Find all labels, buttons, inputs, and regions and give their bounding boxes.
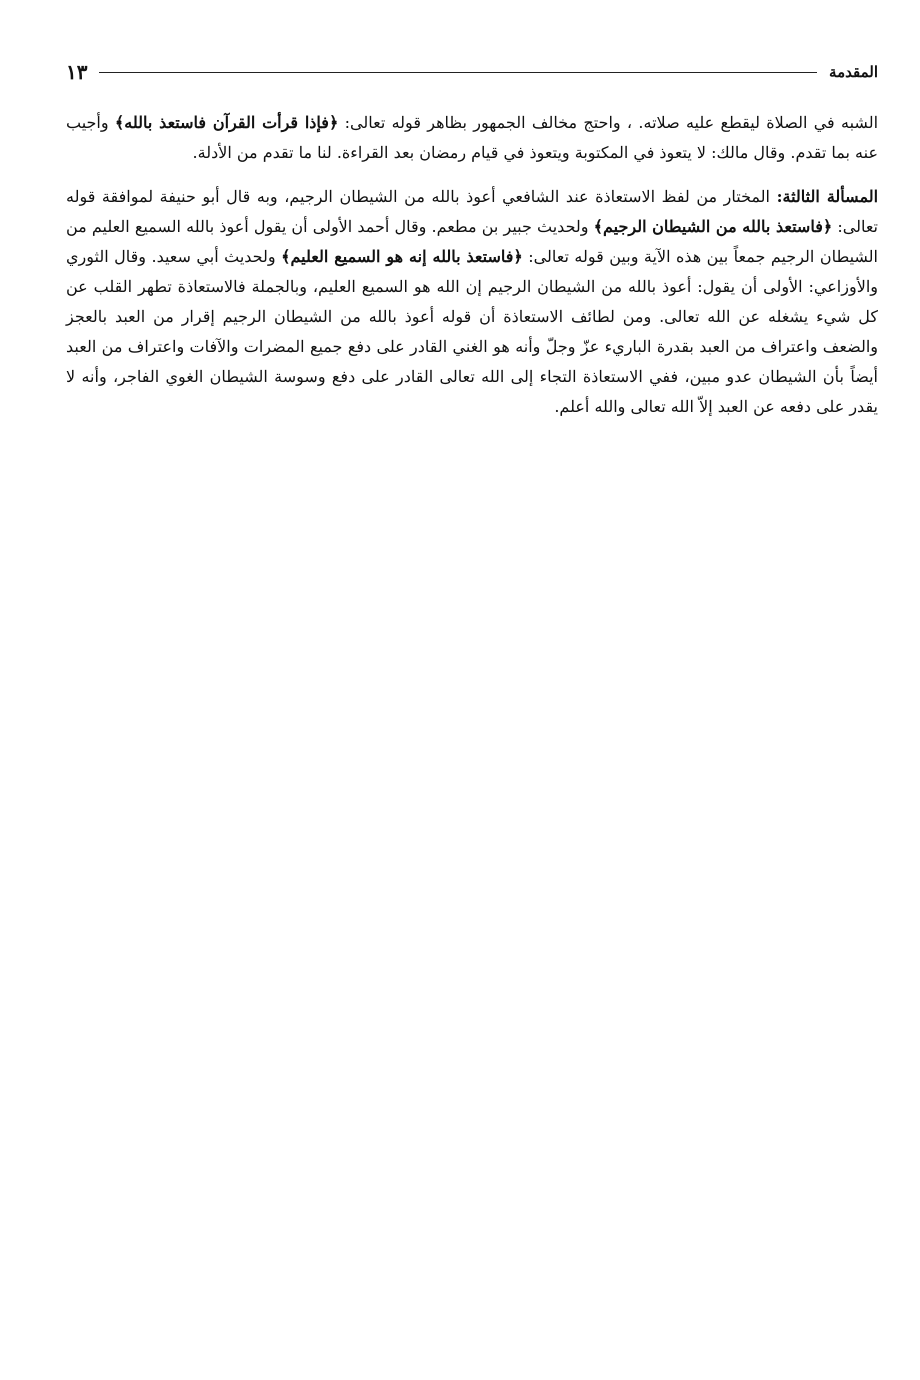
paragraph-1-text-1: الشبه في الصلاة ليقطع عليه صلاته. ، واحتج مخالف الجمهور بظاهر قوله تعالى:	[338, 113, 879, 132]
header-title: المقدمة	[829, 63, 878, 81]
paragraph-2	[66, 182, 878, 422]
page-number: ١٣	[66, 60, 88, 84]
quran-quote-1: ﴿فإذا قرأت القرآن فاستعذ بالله﴾	[114, 113, 339, 132]
paragraph-1-text-2: وأجيب عنه بما تقدم. وقال مالك: لا يتعوذ في المكتوبة ويتعوذ في قيام رمضان بعد القراءة. لنا ما تقدم من الأدلة.	[66, 113, 878, 162]
quran-quote-2: ﴿فاستعذ بالله من الشيطان الرجيم﴾	[593, 217, 833, 236]
quran-quote-3: ﴿فاستعذ بالله إنه هو السميع العليم﴾	[281, 247, 523, 266]
paragraph-1	[66, 108, 878, 168]
running-header	[66, 60, 878, 84]
paragraph-2-text-3: ولحديث أبي سعيد. وقال الثوري والأوزاعي: الأولى أن يقول: أعوذ بالله من الشيطان الرجيم إن الله هو السميع العليم، وبالجملة فالاستعاذة تطهر القلب عن كل شيء يشغله عن الله تعالى. ومن لطائف الاستعاذة أن قوله أعوذ بالله من الشيطان الرجيم إقرار من العبد بالعجز والضعف واعتراف من العبد بقدرة الباريء عزّ وجلّ وأنه هو الغني القادر على دفع جميع المضرات والآفات واعتراف من العبد أيضاً بأن الشيطان عدو مبين، ففي الاستعاذة التجاء إلى الله تعالى القادر على دفع وسوسة الشيطان الغوي الفاجر، وأنه لا يقدر على دفعه عن العبد إلاّ الله تعالى والله أعلم.	[66, 247, 878, 416]
header-rule	[99, 72, 817, 73]
body-text	[66, 108, 878, 436]
section-heading: المسألة الثالثة:	[776, 187, 879, 206]
paragraph-2-text-2: ولحديث جبير بن مطعم. وقال أحمد الأولى أن يقول أعوذ بالله السميع العليم من الشيطان الرجيم جمعاً بين هذه الآية وبين قوله تعالى:	[66, 217, 878, 266]
paragraph-2-text-1: المختار من لفظ الاستعاذة عند الشافعي أعوذ بالله من الشيطان الرجيم، وبه قال أبو حنيفة لموافقة قوله تعالى:	[66, 187, 879, 236]
